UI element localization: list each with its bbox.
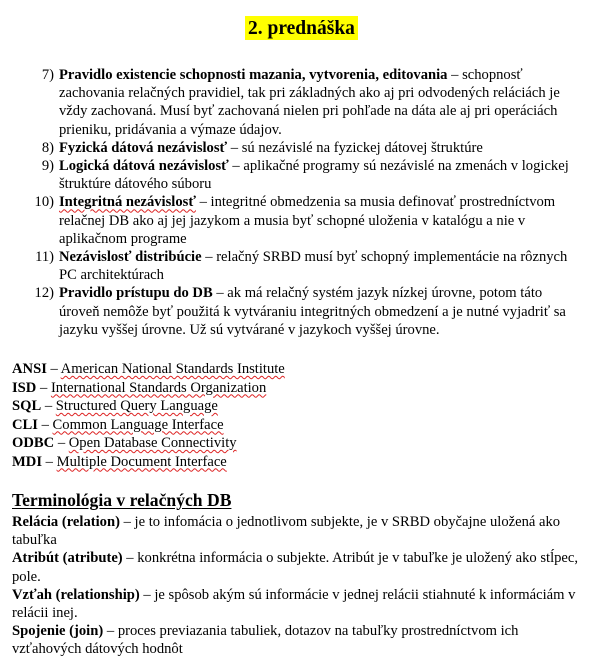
item-number: 8)	[41, 139, 54, 156]
term-separator: –	[103, 623, 118, 640]
item-number: 10)	[34, 194, 54, 211]
list-item	[27, 66, 583, 139]
terms-list	[12, 513, 587, 659]
list-item	[27, 139, 583, 157]
terminology-heading: Terminológia v relačných DB	[12, 490, 232, 510]
rule-text: integritné obmedzenia sa musia definovať prostredníctvom relačnej DB ako aj jej jazykom a musia byť schopné uloženia v katalógu a nie v aplikačnom programe	[59, 194, 556, 247]
rule-term: Fyzická dátová nezávislosť	[59, 139, 228, 156]
rule-term: Pravidlo prístupu do DB	[59, 285, 213, 302]
abbreviation-separator: –	[36, 379, 51, 396]
abbreviation-separator: –	[41, 398, 56, 414]
term-name: Relácia (relation)	[12, 514, 120, 530]
rule-text: aplikačné programy sú nezávislé na zmenách v logickej štruktúre dátového súboru	[59, 158, 569, 193]
abbreviations-list	[12, 360, 285, 471]
list-item	[12, 397, 285, 416]
term-name: Spojenie (join)	[12, 623, 104, 640]
rules-list	[27, 66, 583, 339]
rule-separator: –	[227, 139, 242, 156]
term-name: Atribút (atribute)	[12, 550, 123, 567]
abbreviation-expansion: International Standards Organization	[50, 379, 267, 396]
list-item	[12, 360, 285, 379]
item-number: 9)	[41, 158, 54, 175]
abbreviation-expansion: Common Language Interface	[52, 416, 224, 433]
abbreviation-separator: –	[54, 435, 69, 451]
rule-separator: –	[201, 249, 217, 266]
list-item	[12, 379, 285, 398]
term-name: Vzťah (relationship)	[12, 586, 140, 603]
rule-separator: –	[447, 67, 463, 83]
term-separator: –	[122, 550, 138, 567]
list-item	[12, 453, 285, 472]
abbreviation-expansion: Multiple Document Interface	[56, 453, 227, 470]
rule-text: relačný SRBD musí byť schopný implementácie na rôznych PC architektúrach	[59, 249, 568, 284]
abbreviation-expansion: American National Standards Institute	[60, 361, 285, 377]
list-item	[12, 513, 587, 549]
rule-text: schopnosť zachovania relačných pravidiel, tak pri základných ako aj pri odvodených reláciách je vždy zachovaná. Musí byť zachovaná nielen pri pohľade na dáta ale aj pri operáciách prieniku, pridávania a výmaze údajov.	[59, 67, 560, 138]
item-number: 12)	[34, 285, 54, 302]
abbreviation-separator: –	[37, 416, 53, 433]
rule-term: Integritná nezávislosť	[59, 194, 196, 211]
list-item	[27, 193, 583, 248]
term-definition: je to infomácia o jednotlivom subjekte, je v SRBD obyčajne uložená ako tabuľka	[12, 514, 561, 549]
list-item	[12, 434, 285, 453]
list-item	[12, 586, 587, 622]
rule-term: Nezávislosť distribúcie	[59, 249, 202, 266]
rule-text: sú nezávislé na fyzickej dátovej štruktúre	[241, 139, 483, 156]
rule-separator: –	[228, 158, 244, 175]
rule-separator: –	[195, 194, 211, 211]
term-definition: konkrétna informácia o subjekte. Atribút je v tabuľke je uložený ako stĺpec, pole.	[12, 550, 579, 585]
abbreviation-expansion: Structured Query Language	[55, 398, 218, 414]
term-definition: je spôsob akým sú informácie v jednej relácii stiahnuté k informáciám v relácii inej.	[12, 586, 576, 622]
rule-term: Pravidlo existencie schopnosti mazania, vytvorenia, editovania	[59, 67, 448, 83]
abbreviation-separator: –	[46, 361, 61, 377]
rule-separator: –	[212, 285, 228, 302]
term-separator: –	[119, 514, 135, 530]
list-item	[27, 284, 583, 339]
abbreviation-expansion: Open Database Connectivity	[68, 435, 237, 451]
abbreviation: ANSI	[12, 361, 47, 377]
page-title: 2. prednáška	[245, 16, 358, 40]
abbreviation-separator: –	[42, 453, 57, 470]
list-item	[12, 549, 587, 585]
list-item	[27, 248, 583, 284]
abbreviation: ISD	[12, 379, 37, 396]
term-definition: proces previazania tabuliek, dotazov na tabuľky prostredníctvom ich vzťahových dátových hodnôt	[12, 623, 519, 658]
term-separator: –	[139, 586, 155, 603]
list-item	[12, 622, 587, 658]
abbreviation: ODBC	[12, 435, 55, 451]
list-item	[12, 416, 285, 435]
item-number: 11)	[35, 249, 54, 266]
item-number: 7)	[41, 67, 54, 83]
list-item	[27, 157, 583, 193]
abbreviation: SQL	[12, 398, 42, 414]
abbreviation: CLI	[12, 416, 38, 433]
rule-text: ak má relačný systém jazyk nízkej úrovne, potom táto úroveň nemôže byť použitá k vytváraniu integritných obmedzení a je nutné vyjadriť sa jazyku vyššej úrovne. Už sú vytvárané v jazykoch vyššej úrovne.	[59, 285, 566, 338]
abbreviation: MDI	[12, 453, 42, 470]
rule-term: Logická dátová nezávislosť	[59, 158, 229, 175]
